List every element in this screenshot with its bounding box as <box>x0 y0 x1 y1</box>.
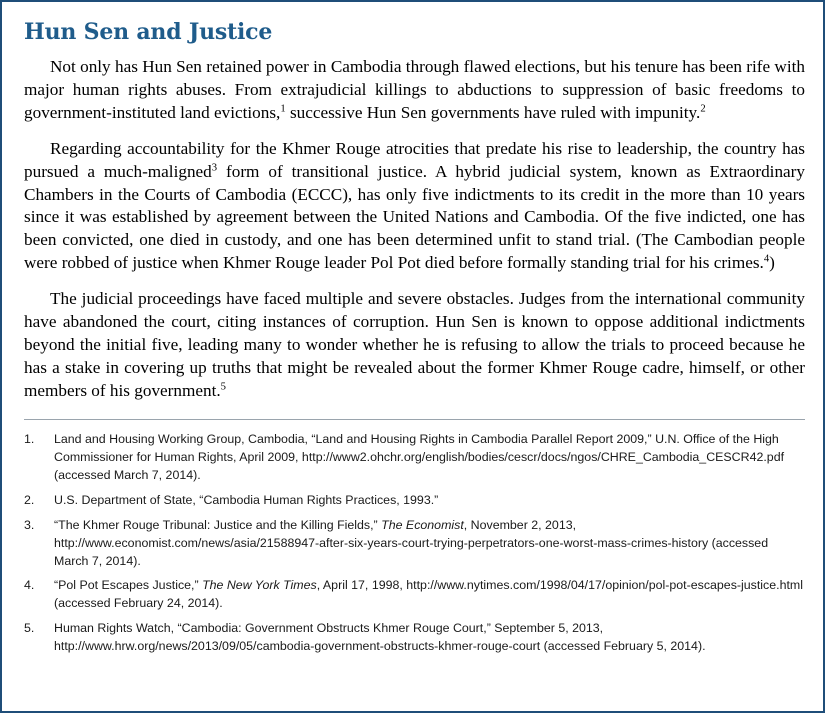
footnote-number: 5. <box>24 621 35 636</box>
body-paragraphs <box>24 56 805 402</box>
footnote-url: http://www.economist.com/news/asia/21588947-after-six-years-court-trying-perpetrators-one-worst-mass-crimes-history <box>54 535 709 550</box>
footnote-text: U.S. Department of State, “Cambodia Human Rights Practices, 1993.” <box>54 493 439 508</box>
footnotes-list <box>24 431 805 655</box>
page-title: Hun Sen and Justice <box>24 19 273 45</box>
footnote-item <box>24 492 805 510</box>
document-content <box>24 20 805 692</box>
footnote-marker: 5 <box>220 380 226 392</box>
footnote-url: http://www.hrw.org/news/2013/09/05/cambodia-government-obstructs-khmer-rouge-court <box>54 639 541 654</box>
footnote-text: “The Khmer Rouge Tribunal: Justice and the Killing Fields,” The Economist, November 2, 2013, http://www.economist.com/news/asia/21588947-after-six-years-court-trying-perpetrators-one-worst-mass-crimes-history (accessed March 7, 2014). <box>54 517 769 568</box>
footnote-marker: 3 <box>211 161 218 173</box>
footnote-marker: 2 <box>700 103 706 115</box>
footnote-number: 1. <box>24 432 35 447</box>
italic-text: The New York Times <box>202 578 317 593</box>
footnote-number: 2. <box>24 493 35 508</box>
footnote-divider <box>24 419 805 420</box>
paragraph-2: Regarding accountability for the Khmer Rouge atrocities that predate his rise to leadership, the country has pursued a much-maligned$^3$ form of transitional justice. A hybrid judicial system, known as Extraordinary Chambers in the Courts of Cambodia (ECCC), has only five indictments to its credit in the more than 10 years since it was established by agreement between the United Nations and Cambodia. Of the five indicted, one has been convicted, one died in custody, and one has been determined unfit to stand trial. (The Cambodian people were robbed of justice when Khmer Rouge leader Pol Pot died before formally standing trial for his crimes.$^4$) <box>24 138 805 273</box>
footnote-marker: 4 <box>763 253 770 265</box>
footnote-number: 3. <box>24 517 35 532</box>
footnote-item <box>24 577 805 613</box>
paragraph-1: Not only has Hun Sen retained power in Cambodia through flawed elections, but his tenure has been rife with major human rights abuses. From extrajudicial killings to abductions to suppression of basic freedoms to government-instituted land evictions,$^1$ successive Hun Sen governments have ruled with impunity.$^2$ <box>24 57 805 122</box>
footnote-url: http://www.nytimes.com/1998/04/17/opinion/pol-pot-escapes-justice.html <box>406 578 803 593</box>
footnote-number: 4. <box>24 578 35 593</box>
italic-text: The Economist <box>381 517 464 532</box>
footnote-item <box>24 620 805 656</box>
footnote-text: “Pol Pot Escapes Justice,” The New York Times, April 17, 1998, http://www.nytimes.com/1998/04/17/opinion/pol-pot-escapes-justice.html (accessed February 24, 2014). <box>54 578 803 611</box>
paragraph-3: The judicial proceedings have faced multiple and severe obstacles. Judges from the international community have abandoned the court, citing instances of corruption. Hun Sen is known to oppose additional indictments beyond the initial five, leading many to wonder whether he is refusing to allow the trials to proceed because he has a stake in covering up truths that might be revealed about the former Khmer Rouge cadre, himself, or other members of his government.$^5$ <box>24 289 805 400</box>
footnote-text: Human Rights Watch, “Cambodia: Government Obstructs Khmer Rouge Court,” September 5, 2013, http://www.hrw.org/news/2013/09/05/cambodia-government-obstructs-khmer-rouge-court (accessed February 5, 2014). <box>54 621 706 654</box>
footnote-item <box>24 517 805 571</box>
footnote-marker: 1 <box>280 103 286 115</box>
footnote-url: http://www2.ohchr.org/english/bodies/cescr/docs/ngos/CHRE_Cambodia_CESCR42.pdf <box>301 450 785 465</box>
footnote-item <box>24 431 805 485</box>
footnote-text: Land and Housing Working Group, Cambodia, “Land and Housing Rights in Cambodia Parallel Report 2009,” U.N. Office of the High Commissioner for Human Rights, April 2009, http://www2.ohchr.org/english/bodies/cescr/docs/ngos/CHRE_Cambodia_CESCR42.pdf (accessed March 7, 2014). <box>54 432 785 483</box>
